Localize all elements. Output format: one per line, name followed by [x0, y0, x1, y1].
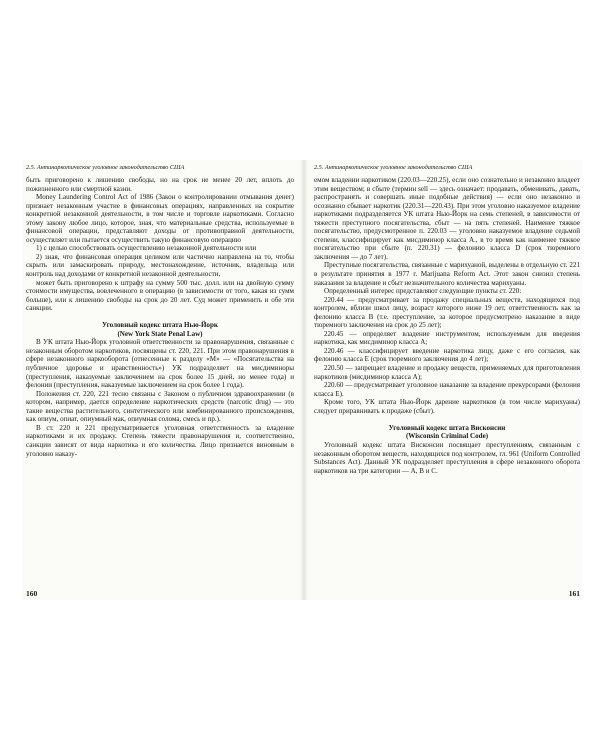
running-head — [26, 164, 294, 171]
book-gutter — [300, 160, 308, 600]
list-item: 220.50 — запрещает владение и продажу веществ, применяемых для приготовления наркотиков (мисдиминор класса А); — [314, 364, 580, 381]
section-subheading: (Wisconsin Criminal Code) — [405, 432, 489, 441]
right-page — [314, 160, 580, 600]
list-item: 220.60 — предусматривает уголовное наказание за владение прекурсорами (фелония класса Е). — [314, 381, 580, 398]
paragraph: В ст. 220 и 221 предусматривается уголовная ответственность за владение наркотиками и их продажу. Степень тяжести правонарушения и, соответственно, санкции зависят от вида наркотика и его количества. Лицо признается виновным в уголовно наказу- — [26, 423, 294, 458]
left-page — [26, 160, 294, 600]
list-item: 220.44 — предусматривает за продажу специальных веществ, находящихся под контролем, вблизи школ лицу, возраст которого ниже 19 лет, ответственность как за фелонию класса В (т.е. преступление, за которое предусмотрено наказание в виде тюремного заключения на срок до 25 лет); — [314, 295, 580, 330]
page-body — [314, 176, 580, 586]
spacer — [314, 415, 580, 424]
list-item: 220.46 — классифицирует введение наркотика лицу, даже с его согласия, как фелонию класса Е (срок тюремного заключения до 4 лет); — [314, 346, 580, 364]
paragraph: емом владении наркотиком (220.03—220.25), если оно сознательно и незаконно владеет этим веществом; в сбыте (термин sell — здесь означает: продавать, обменивать, давать, распространять и совершать иные подобные действия) — если оно незаконно и осознанно сбывает наркотик (220.31—220.43). При этом уголовно наказуемое владение наркотиками подразделяется УК штата Нью-Йорк на семь степеней, в зависимости от тяжести преступного посягательства, сбыт — на пять степеней. Наименее тяжкое посягательство, предусмотренное п. 220.03 — уголовно наказуемое владение седьмой степени, классифицирует как мисдиминор класса А., в то время как наименее тяжкое посягательство при сбыте (п. 220.31) — фелонию класса D (срок тюремного заключения — до 7 лет). — [314, 176, 580, 261]
section-heading: Уголовный кодекс штата Нью-Йорк — [102, 321, 218, 330]
book-spread — [22, 160, 582, 600]
paragraph: Кроме того, УК штата Нью-Йорк дарение наркотиков (в том числе марихуаны) следует приравнивать к продаже (сбыт). — [314, 398, 580, 415]
page-number: 160 — [26, 589, 38, 598]
section-subheading: (New York State Penal Law) — [117, 329, 203, 338]
running-head — [314, 164, 580, 171]
paragraph: В УК штата Нью-Йорк уголовной ответственности за правонарушения, связанные с незаконным оборотом наркотиков, посвящены ст. 220, 221. При этом правонарушения в сфере незаконного наркооборота (отнесенные к разделу «М» — «Посягательства на публичное здоровье и нравственность») УК подразделяет на мисдиминоры (преступления, наказуемые заключением на срок более 15 дней, но менее года) и фелонии (преступления, наказуемые заключением на срок более 1 года). — [26, 338, 294, 390]
paragraph: Уголовный кодекс штата Висконсин посвящает преступлениям, связанным с незаконным оборотом веществ, находящихся под контролем, гл. 961 (Uniform Controlled Substances Act). Данный УК подразделяет преступления в сфере незаконного оборота наркотиков на три категории — А, В и С. — [314, 440, 580, 475]
paragraph: Положения ст. 220, 221 тесно связаны с Законом о публичном здравоохранении (в котором, например, дается определение наркотических средств (narcotic drug) — это такие вещества растительного, синтетического или комбинированного происхождения, как опиум, опиат, опиумный мак, опиумная солома, смесь и пр.). — [26, 389, 294, 424]
page-body — [26, 176, 294, 586]
paragraph: 1) с целью способствовать осуществлению незаконной деятельности или — [36, 244, 257, 253]
paragraph: Money Laundering Control Act of 1986 (Закон о контролировании отмывания денег) признает незаконным участие в финансовых операциях, направленных на сокрытие конкретной незаконной деятельности, в том числе и торговле наркотиками. Согласно этому закону любое лицо, которое, зная, что материальные средства, используемые в финансовой операции, представляют доходы от противоправной деятельности, осуществляет или пытается осуществить такую финансовую операцию — [26, 193, 294, 244]
spacer — [26, 313, 294, 322]
running-head-text: 2.5. Антинаркотическое уголовное законодательство США — [26, 164, 185, 171]
section-heading: Уголовный кодекс штата Висконсин — [388, 423, 506, 432]
page-number: 161 — [568, 589, 580, 598]
list-item: 220.45 — определяет владение инструментом, используемым для введения наркотика, как мисдиминор класса А; — [314, 329, 580, 347]
paragraph: Преступные посягательства, связанные с марихуаной, выделены в отдельную ст. 221 в результате принятия в 1977 г. Marijuana Reform Act. Этот закон снизил степень наказания за владение и сбыт незначительного количества марихуаны. — [314, 261, 580, 287]
running-head-text: 2.5. Антинаркотическое уголовное законодательство США — [314, 164, 473, 171]
paragraph: может быть приговорено к штрафу на сумму 500 тыс. долл. или на двойную сумму стоимости имущества, вовлеченного в операцию (в зависимости от того, какая из сумм больше), или к лишению свободы на срок до 20 лет. Суд может применить и обе эти санкции. — [26, 278, 294, 313]
paragraph: быть приговорено к лишению свободы, но на срок не менее 20 лет, вплоть до пожизненного или смертной казни. — [26, 176, 294, 193]
paragraph: Определенный интерес представляют следующие пункты ст. 220: — [324, 287, 522, 296]
paragraph: 2) зная, что финансовая операция целиком или частично направлена на то, чтобы скрыть или замаскировать природу, местонахождение, источник, владельца или контроль над доходами от конкретной незаконной деятельности, — [26, 252, 294, 279]
